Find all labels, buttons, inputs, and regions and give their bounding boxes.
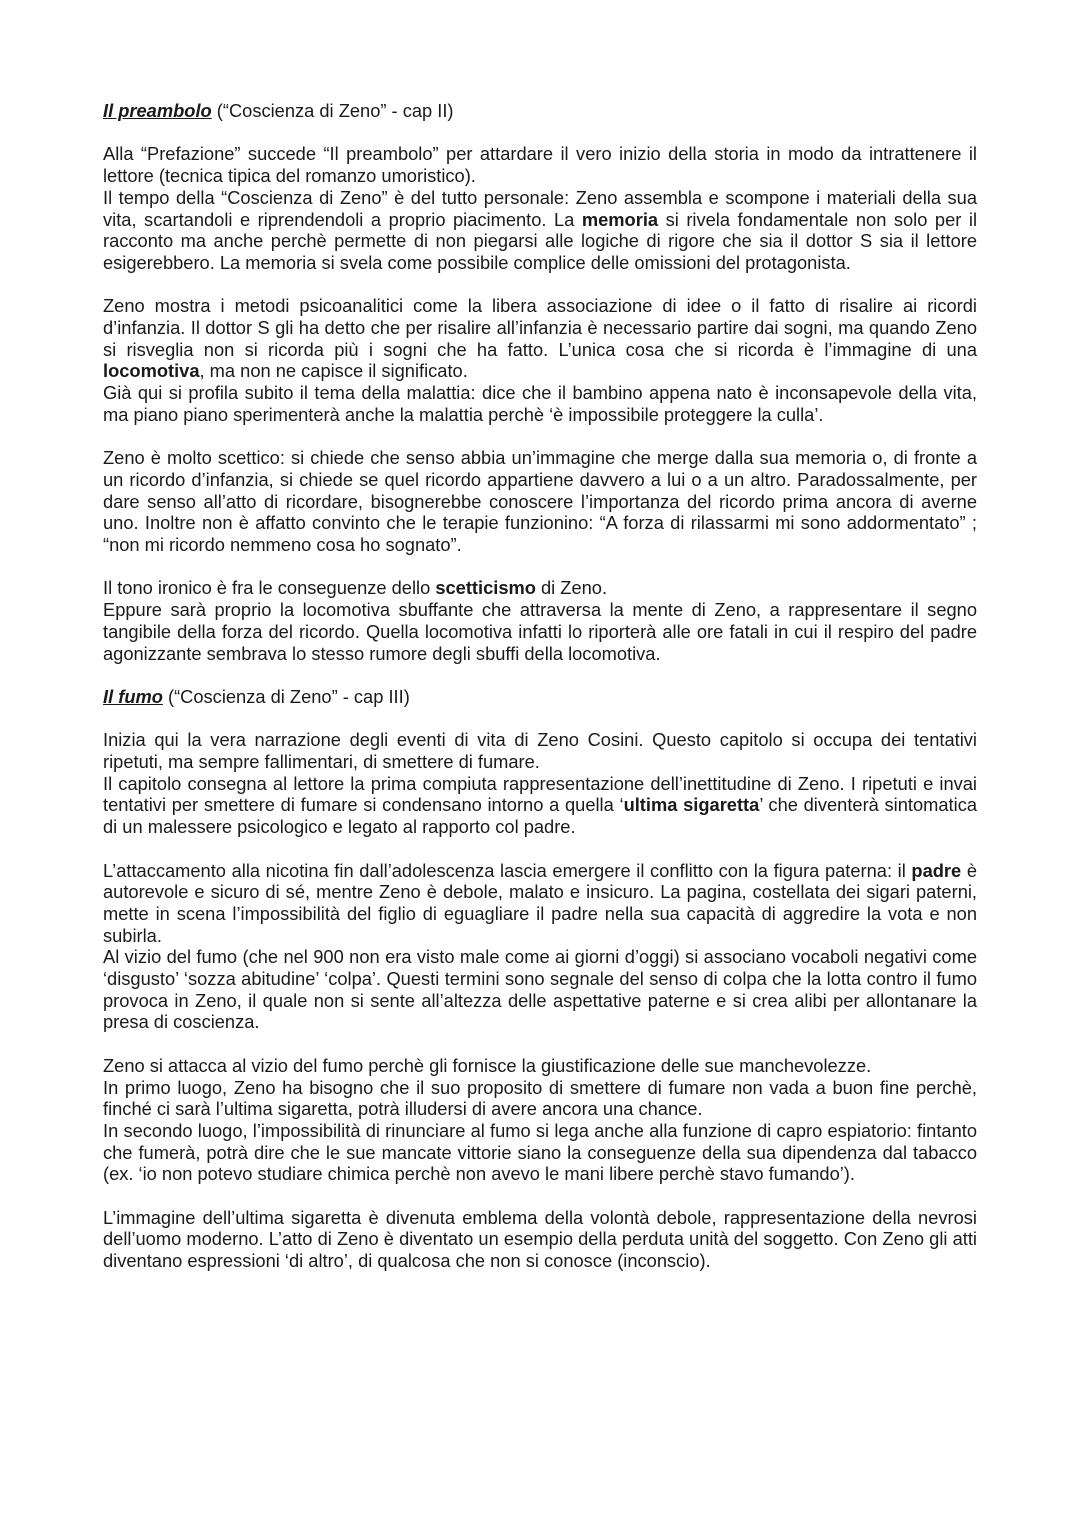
text-run: L’immagine dell’ultima sigaretta è divenuta emblema della volontà debole, rappresentazione della nevrosi dell’uomo moderno. L’atto di Zeno è diventato un esempio della perduta unità del soggetto. Con Zeno gli atti diventano espressioni ‘di altro’, di qualcosa che non si conosce (inconscio). [103,1206,977,1272]
text-run: Al vizio del fumo (che nel 900 non era visto male come ai giorni d’oggi) si associano vocaboli negativi come ‘disgusto’ ‘sozza abitudine’ ‘colpa’. Questi termini sono segnale del senso di colpa che la lotta contro il fumo provoca in Zeno, il quale non si sente all’altezza delle aspettative paterne e si crea alibi per allontanare la presa di coscienza. [103,946,977,1033]
section-title: Il preambolo [103,100,212,121]
text-line [103,382,977,425]
text-run: Eppure sarà proprio la locomotiva sbuffante che attraversa la mente di Zeno, a rappresentare il segno tangibile della forza del ricordo. Quella locomotiva infatti lo riporterà alle ore fatali in cui il respiro del padre agonizzante sembrava lo stesso rumore degli sbuffi della locomotiva. [103,599,977,664]
paragraph [103,577,977,664]
text-line [103,1207,977,1272]
text-line [103,447,977,556]
paragraph [103,1207,977,1272]
section-heading [103,686,977,708]
text-run: Il tempo della “Coscienza di Zeno” è del tutto personale: Zeno assembla e scompone i materiali della sua vita, scartandoli e riprendendoli a proprio piacimento. La [103,186,977,230]
text-run: L’attaccamento alla nicotina fin dall’adolescenza lascia emergere il conflitto con la figura paterna: il [103,859,912,881]
section-subtitle: (“Coscienza di Zeno” - cap III) [162,685,410,707]
section-title: Il fumo [103,685,163,707]
text-line [103,729,977,772]
section-heading [103,100,977,122]
text-run: di Zeno. [535,577,608,599]
text-line [103,1055,977,1077]
text-line [103,187,977,274]
text-line [103,295,977,382]
text-run: Il capitolo consegna al lettore la prima compiuta rappresentazione dell’inettitudine di Zeno. I ripetuti e invai tentativi per smettere di fumare si condensano intorno a quella ‘ [103,772,977,816]
bold-term: locomotiva [103,360,200,382]
bold-term: scetticismo [435,577,536,599]
text-line [103,946,977,1033]
text-run: Inizia qui la vera narrazione degli eventi di vita di Zeno Cosini. Questo capitolo si occupa dei tentativi ripetuti, ma sempre fallimentari, di smettere di fumare. [103,729,977,772]
text-line [103,773,977,838]
text-run: , ma non ne capisce il significato. [199,360,468,382]
paragraph [103,1055,977,1185]
text-line [103,577,977,599]
paragraph [103,729,977,838]
text-line [103,599,977,664]
bold-term: padre [911,859,962,881]
text-run: è autorevole e sicuro di sé, mentre Zeno è debole, malato e insicuro. La pagina, costellata dei sigari paterni, mette in scena l’impossibilità del figlio di eguagliare il padre nella sua capacità di aggredire la vota e non subirla. [103,859,977,946]
text-run: Il tono ironico è fra le conseguenze dello [103,577,436,599]
text-run: Zeno è molto scettico: si chiede che senso abbia un’immagine che merge dalla sua memoria o, di fronte a un ricordo d’infanzia, si chiede se quel ricordo appartiene davvero a lui o a un altro. Paradossalmente, per dare senso all’atto di ricordare, bisognerebbe conoscere l’importanza del ricordo prima ancora di averne uno. Inoltre non è affatto convinto che le terapie funzionino: “A forza di rilassarmi mi sono addormentato” ; “non mi ricordo nemmeno cosa ho sognato”. [103,447,977,556]
text-run: Zeno si attacca al vizio del fumo perchè gli fornisce la giustificazione delle sue manchevolezze. [103,1054,872,1076]
text-run: Alla “Prefazione” succede “Il preambolo” per attardare il vero inizio della storia in modo da intrattenere il lettore (tecnica tipica del romanzo umoristico). [103,143,977,187]
text-run: Zeno mostra i metodi psicoanalitici come la libera associazione di idee o il fatto di risalire ai ricordi d’infanzia. Il dottor S gli ha detto che per risalire all’infanzia è necessario partire dai sogni, ma quando Zeno si risveglia non si ricorda più i sogni che ha fatto. L’unica cosa che si ricorda è l’immagine di una [103,295,977,360]
paragraph [103,860,977,1034]
text-run: si rivela fondamentale non solo per il racconto ma anche perchè permette di non piegarsi alle logiche di rigore che sia il dottor S sia il lettore esigerebbero. La memoria si svela come possibile complice delle omissioni del protagonista. [103,208,978,273]
text-run: ’ che diventerà sintomatica di un malessere psicologico e legato al rapporto col padre. [103,794,977,838]
bold-term: memoria [581,208,659,230]
text-line [103,1120,977,1185]
text-run: Già qui si profila subito il tema della malattia: dice che il bambino appena nato è inconsapevole della vita, ma piano piano sperimenterà anche la malattia perchè ‘è impossibile proteggere la culla’. [103,382,977,425]
paragraph [103,143,977,273]
text-line [103,1077,977,1120]
bold-term: ultima sigaretta [623,794,760,816]
text-line [103,143,977,186]
paragraph [103,447,977,556]
paragraph [103,295,977,425]
text-line [103,860,977,947]
section-subtitle: (“Coscienza di Zeno” - cap II) [211,100,454,121]
text-run: In primo luogo, Zeno ha bisogno che il suo proposito di smettere di fumare non vada a buon fine perchè, finché ci sarà l’ultima sigaretta, potrà illudersi di avere ancora una chance. [103,1076,977,1120]
document-page [103,100,977,1294]
text-run: In secondo luogo, l’impossibilità di rinunciare al fumo si lega anche alla funzione di capro espiatorio: fintanto che fumerà, potrà dire che le sue mancate vittorie siano la conseguenze della sua dipendenza dal tabacco (ex. ‘io non potevo studiare chimica perchè non avevo le mani libere perchè stavo fumando’). [103,1119,977,1185]
